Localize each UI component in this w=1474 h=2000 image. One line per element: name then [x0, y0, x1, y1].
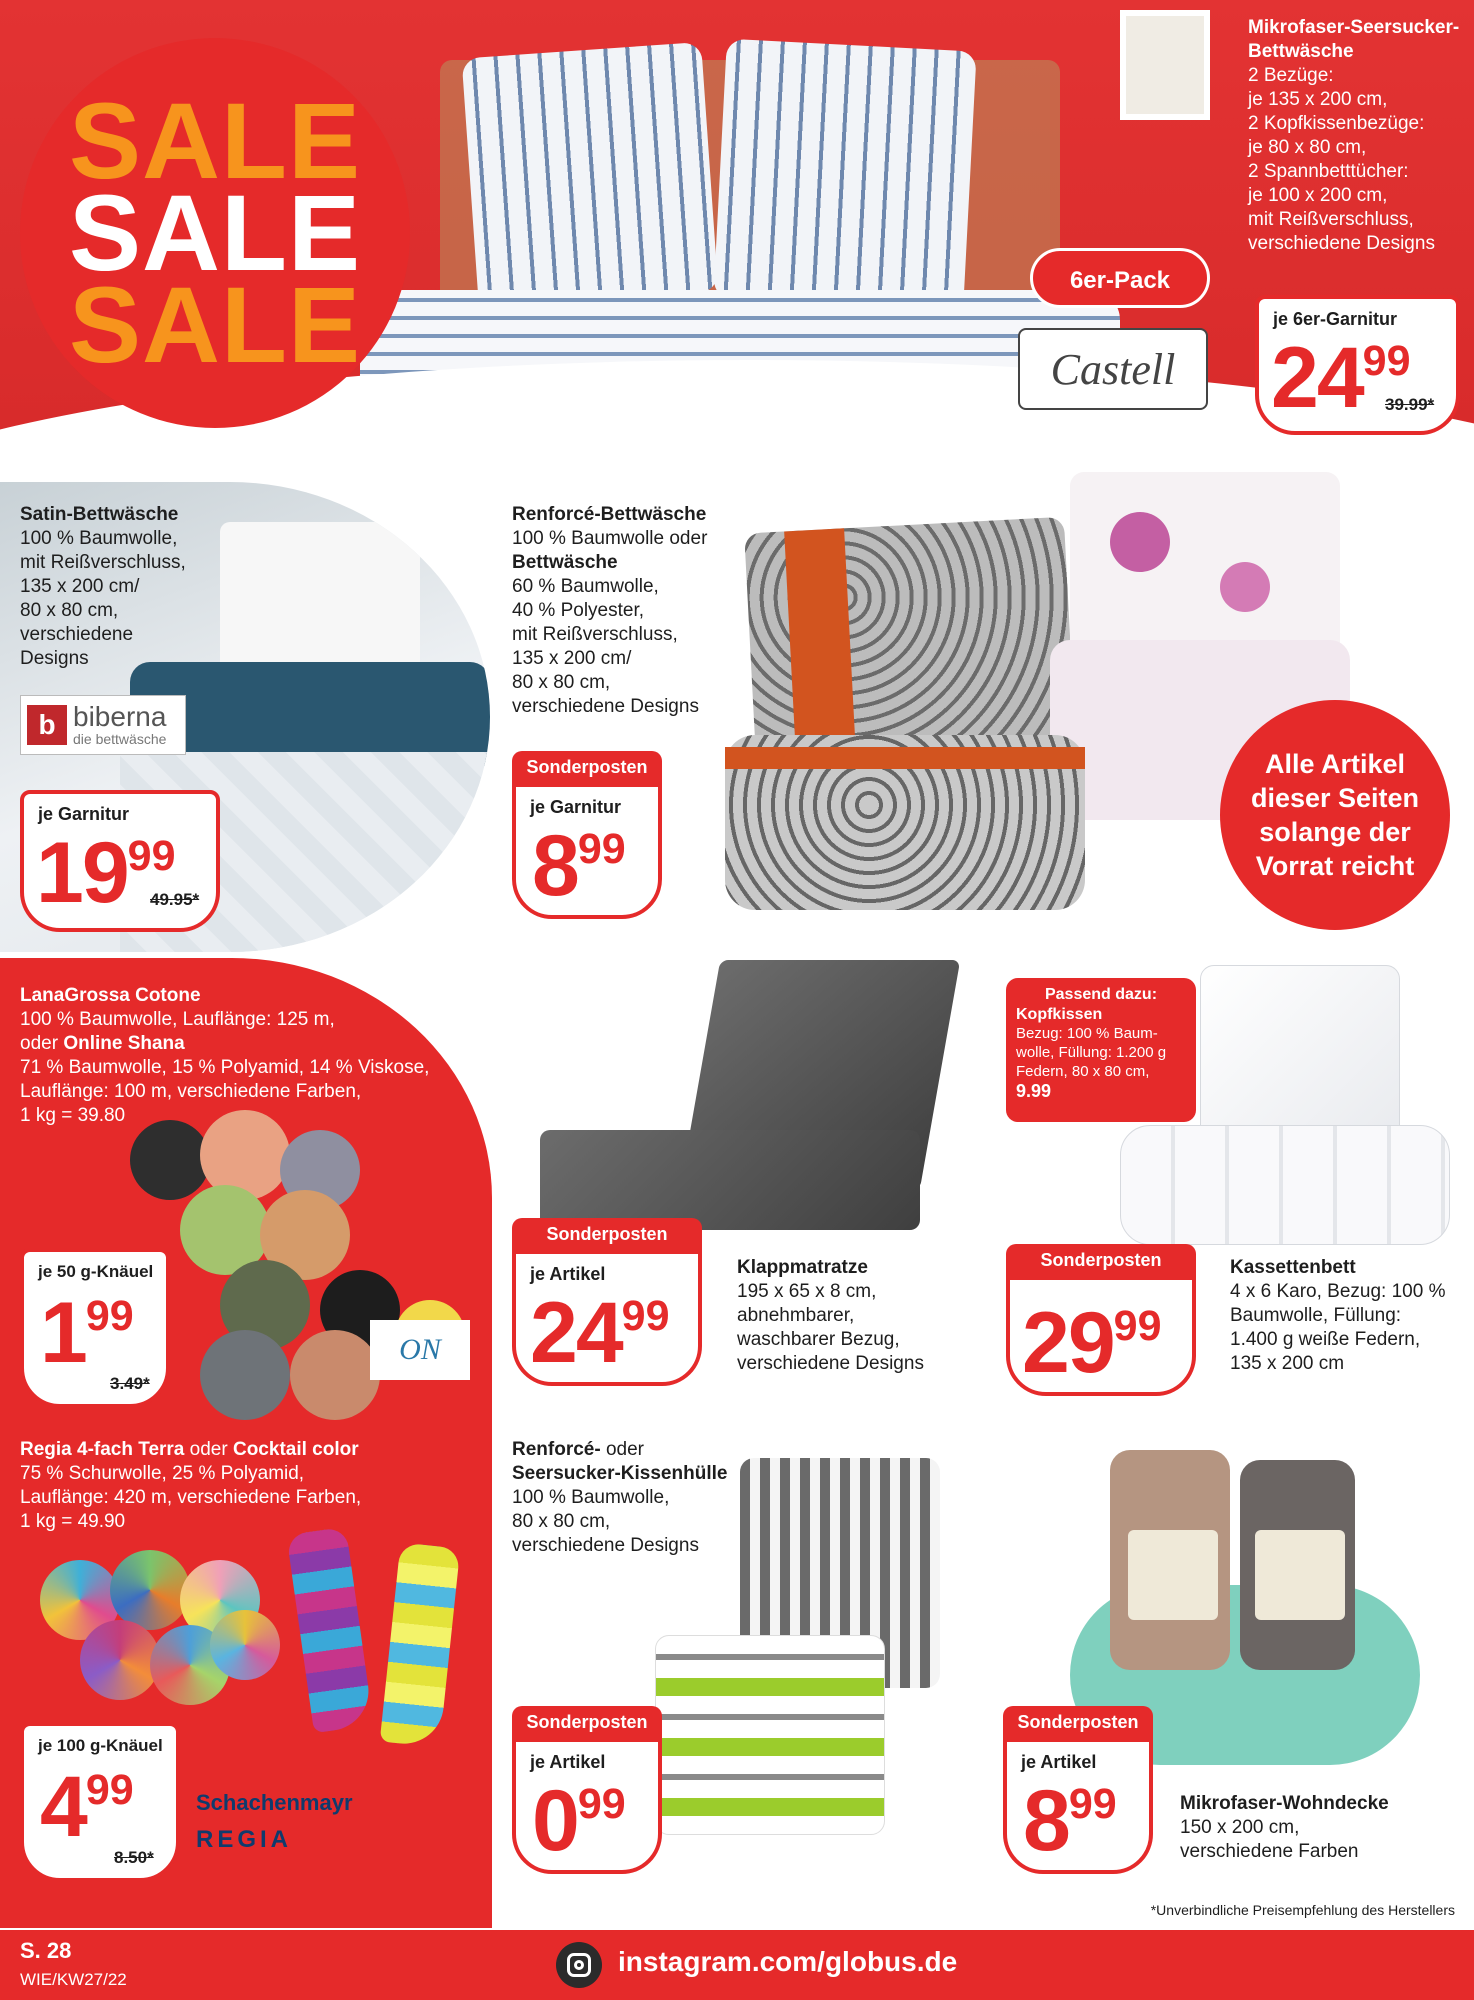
- yarn-ball: [200, 1330, 290, 1420]
- kopfkissen-header: Passend dazu:: [1044, 986, 1158, 1003]
- renforce-detail: verschiedene Designs: [512, 696, 699, 717]
- price-main: 24: [530, 1285, 622, 1381]
- price-main: 8: [1023, 1773, 1069, 1869]
- hero-detail: je 80 x 80 cm,: [1248, 137, 1367, 158]
- price-cents: 99: [1362, 337, 1411, 386]
- orange-band: [725, 747, 1085, 769]
- satin-detail: Designs: [20, 648, 89, 669]
- price-cents: 99: [621, 1292, 670, 1341]
- kopfkissen-detail: Federn, 80 x 80 cm,: [1016, 1063, 1150, 1080]
- price-tag-label: je Artikel: [1021, 1752, 1097, 1772]
- instagram-icon[interactable]: [556, 1942, 602, 1988]
- lana-or: oder: [20, 1033, 64, 1054]
- price-main: 19: [36, 825, 128, 921]
- price-tag-label: je 100 g-Knäuel: [38, 1736, 163, 1755]
- renforce-detail: 100 % Baumwolle oder: [512, 528, 708, 549]
- kassetten-detail: Baumwolle, Füllung:: [1230, 1305, 1402, 1326]
- price-tag-label: je Garnitur: [530, 797, 622, 817]
- renforce-price-tag: [512, 783, 662, 919]
- sonderposten-badge: Sonderposten: [1003, 1706, 1153, 1738]
- magnolia-blossom: [1220, 562, 1270, 612]
- lana-detail: Lauflänge: 100 m, verschiedene Farben,: [20, 1081, 362, 1102]
- lana-detail: 1 kg = 39.80: [20, 1105, 126, 1126]
- castell-logo-text: Castell: [1050, 344, 1176, 394]
- price-cents: 99: [85, 1292, 134, 1341]
- sock-yarn-ball: [110, 1550, 190, 1630]
- hero-title-1: Mikrofaser-Seersucker-: [1248, 17, 1460, 38]
- biberna-name: biberna: [73, 701, 167, 732]
- schachenmayr-text: Schachenmayr: [196, 1790, 353, 1815]
- old-price: 49.95*: [150, 890, 200, 909]
- hero-detail: verschiedene Designs: [1248, 233, 1435, 254]
- instagram-icon-frame: [567, 1953, 591, 1977]
- hero-detail: mit Reißverschluss,: [1248, 209, 1414, 230]
- kopfkissen-detail: Bezug: 100 % Baum-: [1016, 1025, 1158, 1042]
- instagram-icon-lens: [574, 1960, 584, 1970]
- lana-detail: [20, 1032, 460, 1056]
- price-cents: 99: [127, 832, 176, 881]
- kissenhuelle-title: Renforcé-: [512, 1439, 601, 1460]
- klapp-title: Klappmatratze: [737, 1257, 868, 1278]
- hero-detail: je 100 x 200 cm,: [1248, 185, 1388, 206]
- regia-text: [20, 1438, 460, 1534]
- kassetten-detail: 4 x 6 Karo, Bezug: 100 %: [1230, 1281, 1446, 1302]
- klapp-detail: abnehmbarer,: [737, 1305, 855, 1326]
- price-value: [1022, 1295, 1162, 1391]
- renforce-detail: 60 % Baumwolle,: [512, 576, 659, 597]
- regia-price-tag: [20, 1722, 180, 1882]
- price-value: [532, 1773, 626, 1869]
- kopfkissen-title: Kopfkissen: [1016, 1006, 1103, 1023]
- hero-detail: 2 Spannbetttücher:: [1248, 161, 1409, 182]
- biberna-logo: [20, 695, 186, 755]
- old-price: 39.99*: [1385, 395, 1435, 414]
- kissenhuelle-text: [512, 1438, 742, 1558]
- renforce-detail: 80 x 80 cm,: [512, 672, 611, 693]
- satin-detail: 100 % Baumwolle,: [20, 528, 178, 549]
- price-value: [1023, 1773, 1117, 1869]
- price-main: 24: [1271, 330, 1363, 426]
- price-main: 29: [1022, 1295, 1114, 1391]
- price-tag-label: je 50 g-Knäuel: [38, 1262, 154, 1281]
- kopfkissen-box: [1006, 978, 1196, 1122]
- kassetten-price-tag: [1006, 1276, 1196, 1396]
- satin-title: Satin-Bettwäsche: [20, 504, 179, 525]
- lana-detail: 71 % Baumwolle, 15 % Polyamid, 14 % Viskose,: [20, 1057, 430, 1078]
- footnote: *Unverbindliche Preisempfehlung des Herstellers: [1150, 1902, 1455, 1918]
- price-value: [40, 1285, 134, 1381]
- yarn-ball: [130, 1120, 210, 1200]
- page-number: S. 28: [20, 1938, 72, 1963]
- kissenhuelle-detail: 100 % Baumwolle,: [512, 1487, 670, 1508]
- pack-badge: 6er-Pack: [1030, 248, 1210, 308]
- regia-title-2: Cocktail color: [232, 1439, 359, 1460]
- wohndecke-title: Mikrofaser-Wohndecke: [1180, 1793, 1389, 1814]
- price-main: 1: [40, 1285, 86, 1381]
- kissenhuelle-or: oder: [600, 1439, 644, 1460]
- klapp-text: [737, 1256, 967, 1376]
- kassetten-detail: 1.400 g weiße Federn,: [1230, 1329, 1421, 1350]
- satin-detail: mit Reißverschluss,: [20, 552, 186, 573]
- kassetten-detail: 135 x 200 cm: [1230, 1353, 1345, 1374]
- lana-price-tag: [20, 1248, 170, 1408]
- hero-detail: 2 Kopfkissenbezüge:: [1248, 113, 1425, 134]
- kassetten-title: Kassettenbett: [1230, 1257, 1356, 1278]
- mattress-base: [540, 1130, 920, 1230]
- price-cents: 99: [1113, 1302, 1162, 1351]
- satin-detail: 80 x 80 cm,: [20, 600, 119, 621]
- instagram-link[interactable]: instagram.com/globus.de: [618, 1946, 958, 1977]
- biberna-sub: die bettwäsche: [73, 731, 167, 747]
- wohndecke-text: [1180, 1792, 1440, 1864]
- orange-stripe: [784, 528, 856, 761]
- price-main: 4: [40, 1759, 86, 1855]
- regia-or: oder: [184, 1439, 233, 1460]
- satin-detail: verschiedene: [20, 624, 134, 645]
- price-cents: 99: [85, 1766, 134, 1815]
- regia-title-line: [20, 1438, 460, 1462]
- sale-word-3: SALE: [68, 264, 362, 385]
- price-value: [40, 1759, 134, 1855]
- hero-detail: 2 Bezüge:: [1248, 65, 1334, 86]
- wall-picture: [1120, 10, 1210, 120]
- lana-title: LanaGrossa Cotone: [20, 985, 201, 1006]
- sock-yarn-ball: [210, 1610, 280, 1680]
- renforce-title: Renforcé-Bettwäsche: [512, 504, 707, 525]
- regia-detail: Lauflänge: 420 m, verschiedene Farben,: [20, 1487, 362, 1508]
- sonderposten-badge: Sonderposten: [512, 1706, 662, 1738]
- notice-line: Alle Artikel: [1264, 749, 1406, 779]
- week-code: WIE/KW27/22: [20, 1970, 127, 1989]
- price-tag-label: je Artikel: [530, 1752, 606, 1772]
- kopfkissen-detail: wolle, Füllung: 1.200 g: [1016, 1044, 1167, 1061]
- klapp-detail: verschiedene Designs: [737, 1353, 924, 1374]
- notice-line: dieser Seiten: [1250, 783, 1420, 813]
- kissenhuelle-offer: [512, 1706, 662, 1874]
- wohndecke-detail: verschiedene Farben: [1180, 1841, 1359, 1862]
- sonderposten-badge: Sonderposten: [512, 751, 662, 783]
- hero-title-2: Bettwäsche: [1248, 41, 1354, 62]
- blanket-label: [1128, 1530, 1218, 1620]
- klapp-price-tag: [512, 1250, 702, 1386]
- regia-text-logo: REGIA: [196, 1826, 293, 1853]
- satin-detail: 135 x 200 cm/: [20, 576, 140, 597]
- klapp-detail: waschbarer Bezug,: [737, 1329, 900, 1350]
- renforce-title-2: Bettwäsche: [512, 552, 618, 573]
- sonderposten-badge: Sonderposten: [1006, 1244, 1196, 1276]
- castell-logo: [1018, 328, 1208, 410]
- hero-product-text: [1248, 16, 1470, 256]
- biberna-text: [73, 703, 166, 747]
- kissenhuelle-title-2: Seersucker-Kissenhülle: [512, 1463, 728, 1484]
- price-tag-label: je Garnitur: [38, 804, 130, 824]
- stock-notice-badge: [1220, 700, 1450, 930]
- price-cents: 99: [577, 1780, 626, 1829]
- blanket-label: [1255, 1530, 1345, 1620]
- lana-text: [20, 984, 460, 1128]
- sonderposten-badge: Sonderposten: [512, 1218, 702, 1250]
- magnolia-blossom: [1110, 512, 1170, 572]
- hero-detail: je 135 x 200 cm,: [1248, 89, 1388, 110]
- renforce-duvet-grey: [725, 735, 1085, 910]
- regia-detail: 1 kg = 49.90: [20, 1511, 126, 1532]
- klapp-detail: 195 x 65 x 8 cm,: [737, 1281, 877, 1302]
- kissenhuelle-price-tag: [512, 1738, 662, 1874]
- renforce-detail: 135 x 200 cm/: [512, 648, 632, 669]
- lana-title-2: Online Shana: [63, 1033, 185, 1054]
- footer-bar: [0, 1930, 1474, 2000]
- schachenmayr-logo: [196, 1790, 386, 1854]
- wohndecke-price-tag: [1003, 1738, 1153, 1874]
- old-price: 3.49*: [110, 1374, 150, 1393]
- price-tag-label: je Artikel: [530, 1264, 606, 1284]
- price-main: 8: [532, 818, 578, 914]
- price-cents: 99: [1068, 1780, 1117, 1829]
- satin-price-tag: [20, 790, 220, 932]
- renforce-offer: [512, 751, 662, 919]
- regia-title: Regia 4-fach Terra: [20, 1439, 185, 1460]
- price-tag-label: je 6er-Garnitur: [1273, 309, 1398, 329]
- price-cents: 99: [577, 825, 626, 874]
- old-price: 8.50*: [114, 1848, 154, 1867]
- kassetten-text: [1230, 1256, 1470, 1376]
- sale-word-1: SALE: [68, 80, 362, 201]
- seersucker-pillow-right: [713, 39, 976, 312]
- kissenhuelle-detail: 80 x 80 cm,: [512, 1511, 611, 1532]
- hero-price-tag: [1255, 295, 1460, 435]
- notice-line: Vorrat reicht: [1255, 851, 1415, 881]
- wohndecke-detail: 150 x 200 cm,: [1180, 1817, 1300, 1838]
- renforce-pillow-grey: [744, 517, 1076, 763]
- klapp-offer: [512, 1218, 702, 1386]
- wohndecke-offer: [1003, 1706, 1153, 1874]
- biberna-b-icon: b: [27, 705, 67, 745]
- regia-detail: 75 % Schurwolle, 25 % Polyamid,: [20, 1463, 305, 1484]
- sale-word-2: SALE: [68, 172, 362, 293]
- kassetten-offer: [1006, 1244, 1196, 1396]
- sale-badge: [20, 38, 410, 428]
- kopfkissen-price: 9.99: [1016, 1081, 1052, 1101]
- price-main: 0: [532, 1773, 578, 1869]
- lana-detail: 100 % Baumwolle, Lauflänge: 125 m,: [20, 1009, 335, 1030]
- yarn-ball: [290, 1330, 380, 1420]
- online-logo: ON: [370, 1320, 470, 1380]
- kissenhuelle-detail: verschiedene Designs: [512, 1535, 699, 1556]
- price-value: [530, 1285, 670, 1381]
- kissenhuelle-title-line: [512, 1438, 742, 1462]
- satin-text: [20, 503, 200, 671]
- renforce-detail: mit Reißverschluss,: [512, 624, 678, 645]
- notice-line: solange der: [1259, 817, 1411, 847]
- kassetten-duvet: [1120, 1125, 1450, 1245]
- sock-yarn-ball: [80, 1620, 160, 1700]
- renforce-text: [512, 503, 732, 719]
- price-value: [532, 818, 626, 914]
- renforce-detail: 40 % Polyester,: [512, 600, 645, 621]
- seersucker-pillow-left: [462, 42, 719, 308]
- striped-pillow-green: [655, 1635, 885, 1835]
